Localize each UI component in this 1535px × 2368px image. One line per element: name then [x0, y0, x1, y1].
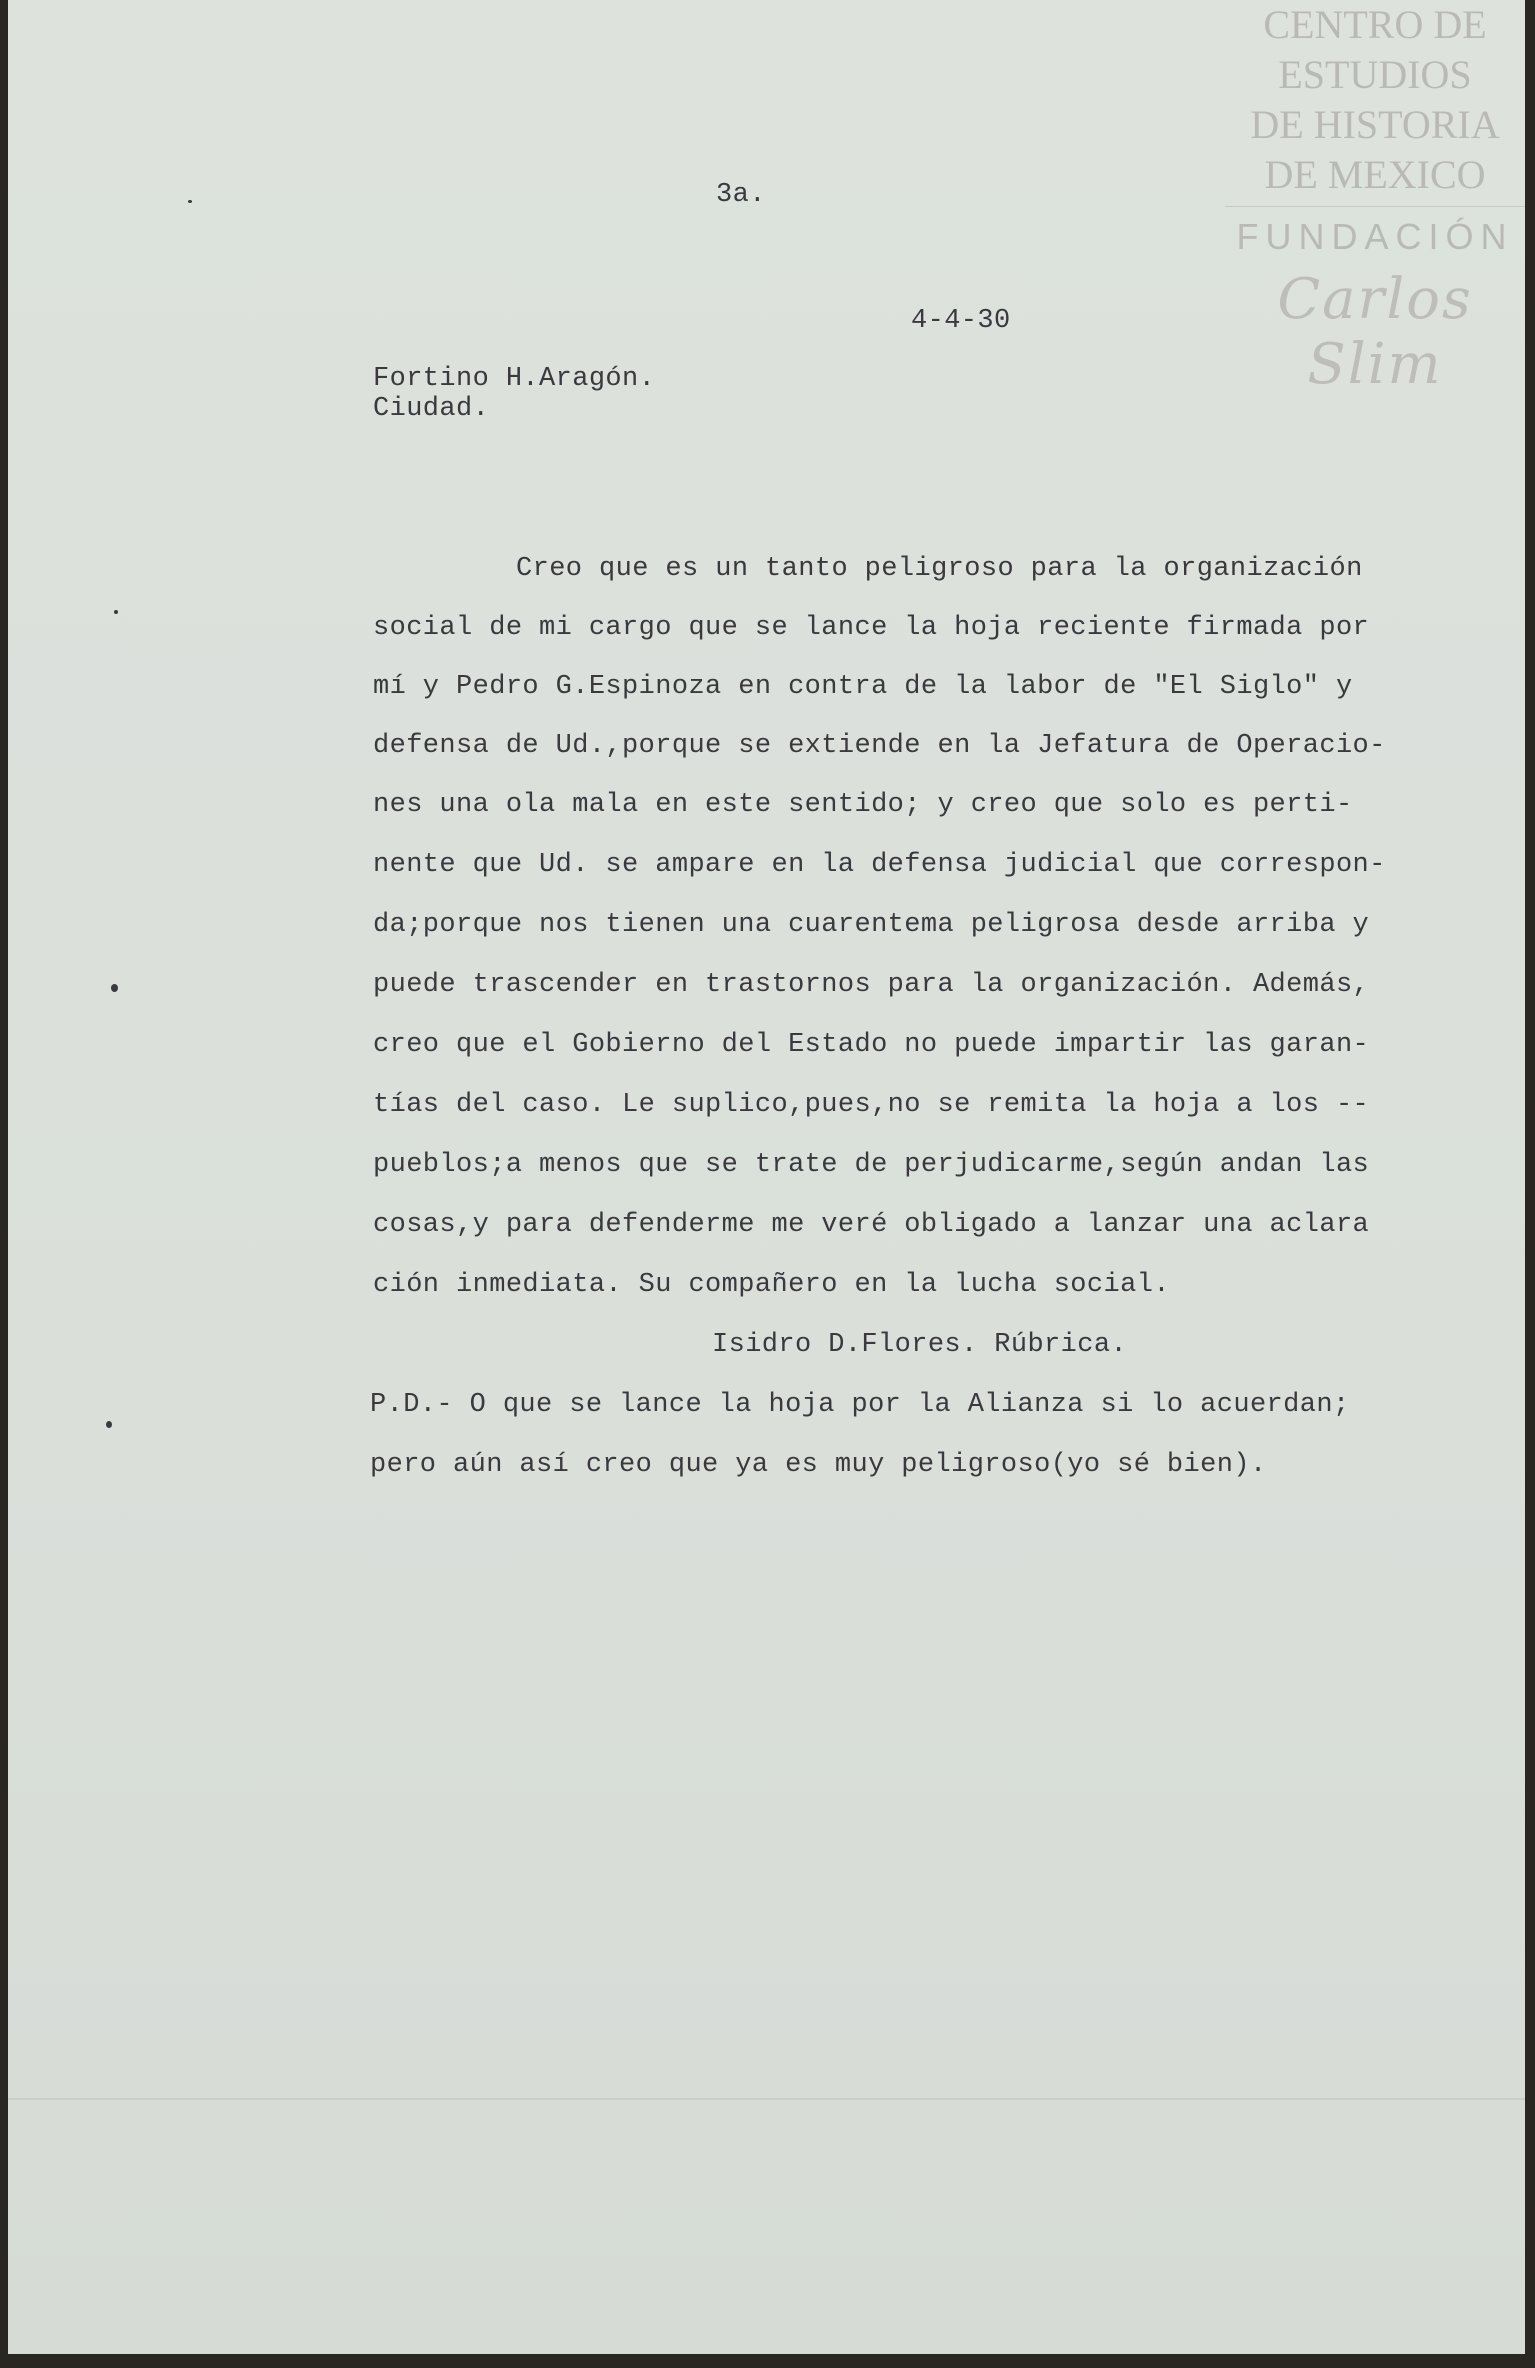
ink-speck — [106, 1421, 112, 1428]
stamp-line-3: DE HISTORIA — [1250, 102, 1500, 147]
body-line: Creo que es un tanto peligroso para la organización — [516, 554, 1363, 584]
postscript-line: pero aún así creo que ya es muy peligroso(yo sé bien). — [370, 1450, 1267, 1480]
page-label: 3a. — [716, 180, 766, 210]
body-line: cosas,y para defenderme me veré obligado a lanzar una aclara — [373, 1210, 1370, 1240]
ink-speck — [111, 984, 118, 992]
body-line: defensa de Ud.,porque se extiende en la Jefatura de Operacio- — [373, 731, 1386, 761]
body-line: tías del caso. Le suplico,pues,no se remita la hoja a los -- — [373, 1090, 1370, 1120]
ink-speck — [188, 200, 192, 203]
stamp-line-1: CENTRO DE — [1263, 2, 1487, 47]
recipient-city: Ciudad. — [373, 394, 490, 424]
archive-watermark-stamp — [1225, 0, 1525, 397]
body-line: nes una ola mala en este sentido; y creo que solo es perti- — [373, 790, 1353, 820]
body-line: ción inmediata. Su compañero en la lucha social. — [373, 1270, 1170, 1300]
ink-speck — [114, 610, 118, 614]
body-line: pueblos;a menos que se trate de perjudicarme,según andan las — [373, 1150, 1370, 1180]
stamp-foundation: FUNDACIÓN — [1236, 216, 1514, 257]
letter-date: 4-4-30 — [911, 306, 1011, 336]
body-line: mí y Pedro G.Espinoza en contra de la labor de "El Siglo" y — [373, 672, 1353, 702]
stamp-divider — [1225, 206, 1525, 207]
recipient-name: Fortino H.Aragón. — [373, 364, 656, 394]
body-line: nente que Ud. se ampare en la defensa judicial que correspon- — [373, 850, 1386, 880]
signature-line: Isidro D.Flores. Rúbrica. — [712, 1330, 1128, 1360]
postscript-line: P.D.- O que se lance la hoja por la Alianza si lo acuerdan; — [370, 1390, 1350, 1420]
body-line: creo que el Gobierno del Estado no puede impartir las garan- — [373, 1030, 1370, 1060]
stamp-signature: Carlos Slim — [1277, 267, 1473, 397]
stamp-line-2: ESTUDIOS — [1278, 52, 1472, 97]
stamp-line-4: DE MEXICO — [1264, 152, 1486, 197]
body-line: da;porque nos tienen una cuarentema peligrosa desde arriba y — [373, 910, 1370, 940]
body-line: social de mi cargo que se lance la hoja reciente firmada por — [373, 613, 1370, 643]
paper-fold-line — [8, 2098, 1525, 2100]
body-line: puede trascender en trastornos para la organización. Además, — [373, 970, 1370, 1000]
